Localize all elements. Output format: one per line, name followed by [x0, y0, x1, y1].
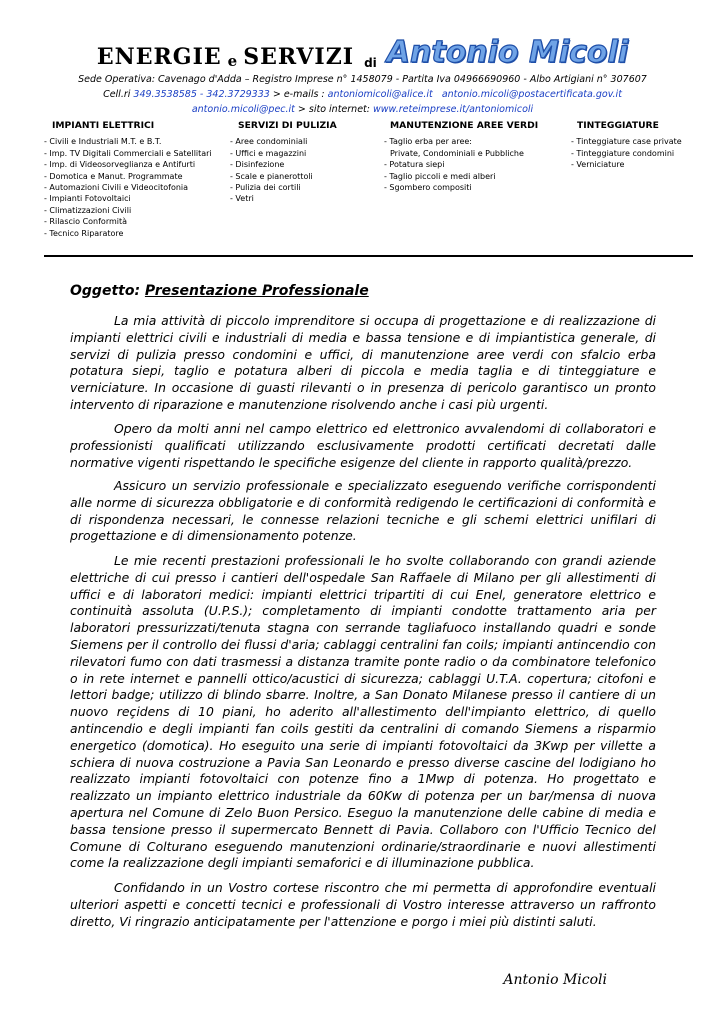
signature: Antonio Micoli	[503, 972, 607, 988]
cell-numbers[interactable]: 349.3538585 - 342.3729333	[133, 89, 270, 100]
service-item: - Aree condominiali	[230, 137, 308, 147]
service-item: - Imp. di Videosorveglianza e Antifurti	[44, 160, 196, 170]
service-item: - Climatizzazioni Civili	[44, 205, 132, 215]
service-item: - Domotica e Manut. Programmate	[44, 171, 183, 181]
service-item: - Imp. TV Digitali Commerciali e Satellitari	[44, 148, 212, 158]
title-energie: ENERGIE	[96, 44, 222, 70]
letterhead	[0, 30, 725, 117]
service-item: - Taglio piccoli e medi alberi	[384, 171, 496, 181]
company-registration: Sede Operativa: Cavenago d'Adda – Registro Imprese n° 1458079 - Partita Iva 04966690960 - Albo Artigiani n° 307607	[78, 74, 647, 85]
service-item: - Civili e Industriali M.T. e B.T.	[44, 137, 162, 147]
service-item: - Impianti Fotovoltaici	[44, 194, 131, 204]
service-item: - Taglio erba per aree:	[384, 137, 472, 147]
service-item: - Uffici e magazzini	[230, 148, 307, 158]
paragraph-5: Confidando in un Vostro cortese riscontro che mi permetta di approfondire eventuali ulteriori aspetti e concetti tecnici e professionali di Vostro interesse attraverso un raffronto diretto, Vi ringrazio anticipatamente per l'attenzione e porgo i miei più distinti saluti.	[70, 880, 656, 929]
emails-label: > e-mails :	[269, 89, 325, 100]
website-link[interactable]: www.reteimprese.it/antoniomicoli	[373, 104, 534, 115]
service-item: - Sgombero compositi	[384, 183, 472, 193]
paragraph-3: Assicuro un servizio professionale e specializzato eseguendo verifiche corrispondenti alle norme di sicurezza obbligatorie e di conformità redigendo le certificazioni di conformità e di rispondenza necessari, le connesse relazioni tecniche e gli schemi elettrici unifilari di progettazione e di dimensionamento potenze.	[70, 478, 656, 544]
services-section	[0, 120, 725, 256]
title-servizi: SERVIZI	[243, 44, 355, 70]
email-link-alice[interactable]: antoniomicoli@alice.it	[327, 89, 433, 100]
paragraph-4: Le mie recenti prestazioni professionali le ho svolte collaborando con grandi aziende elettriche di cui presso i cantieri dell'ospedale San Raffaele di Milano per gli allestimenti di uffici e di laboratori medici: impianti elettrici tripartiti di cui Enel, generatore elettrico e continuità assoluta (U.P.S.); completamento di impianti condotte trattamento aria per laboratori pressurizzati/tenuta stagna con serrande tagliafuoco installando quadri e sonde Siemens per il controllo dei flussi d'aria; cablaggi centralini fan coils; impianti antincendio con rilevatori fumo con dati trasmessi a distanza tramite ponte radio o da combinatore telefonico o in rete internet e pannelli ottico/acustici di sicurezza; cablaggi U.T.A. copertura; citofoni e lettori badge; utilizzo di blindo sbarre. Inoltre, a San Donato Milanese presso il cantiere di un nuovo reçidens di 10 piani, ho aderito all'allestimento dell'impianto elettrico, di quello antincendio e degli impianti fan coils gestiti da centralini di comando Siemens a risparmio energetico (domotica). Ho eseguito una serie di impianti fotovoltaici da 3Kwp per villette a schiera di nuova costruzione a Pavia San Leonardo e presso diverse cascine del lodigiano ho realizzato impianti fotovoltaici con potenze fino a 1Mwp di potenza. Ho progettato e realizzato un impianto elettrico industriale da 60Kw di potenza per un bar/mensa di nuova apertura nel Comune di Zelo Buon Persico. Eseguo la manutenzione delle cabine di media e bassa tensione presso il supermercato Bennett di Pavia. Collaboro con l'Ufficio Tecnico del Comune di Colturano eseguendo manutenzioni ordinarie/straordinarie e nuovi allestimenti come la realizzazione degli impianti semaforici e di illuminazione pubblica.	[70, 553, 656, 871]
contact-line	[0, 87, 725, 102]
service-item: - Verniciature	[571, 160, 625, 170]
header-divider	[44, 255, 693, 257]
service-item: - Tecnico Riparatore	[44, 228, 124, 238]
service-column-tinteggiature	[571, 120, 682, 171]
service-column-aree-verdi	[384, 120, 538, 193]
service-heading: MANUTENZIONE AREE VERDI	[390, 120, 539, 131]
letterhead-title	[0, 30, 725, 70]
service-item: - Tinteggiature case private	[571, 137, 682, 147]
service-item: - Rilascio Conformità	[44, 217, 128, 227]
web-line	[0, 102, 725, 117]
site-label: > sito internet:	[294, 104, 370, 115]
service-item: - Vetri	[230, 194, 254, 204]
service-item: Private, Condominiali e Pubbliche	[390, 148, 524, 158]
paragraph-1: La mia attività di piccolo imprenditore si occupa di progettazione e di realizzazione di impianti elettrici civili e industriali di media e bassa tensione e di impiantistica generale, di servizi di pulizia presso condomini e uffici, di manutenzione aree verdi con sfalcio erba potatura siepi, taglio e potatura alberi di piccola e media taglia e di tinteggiature e verniciature. In occasione di guasti rilevanti o in presenza di pericolo garantisco un pronto intervento di riparazione e manutenzione risolvendo anche i casi più urgenti.	[70, 313, 656, 412]
service-heading: IMPIANTI ELETTRICI	[52, 120, 155, 131]
subject-label: Oggetto:	[70, 283, 141, 299]
title-conjunction: e	[227, 52, 238, 70]
email-link-postacertificata[interactable]: antonio.micoli@postacertificata.gov.it	[441, 89, 622, 100]
brand-logo-text: Antonio Micoli	[386, 35, 629, 70]
service-item: - Potatura siepi	[384, 160, 445, 170]
cell-label: Cell.ri	[103, 89, 131, 100]
paragraph-2: Opero da molti anni nel campo elettrico ed elettronico avvalendomi di collaboratori e professionisti qualificati utilizzando esclusivamente prodotti certificati decretati dalle normative vigenti rispettando le specifiche esigenze del cliente in rapporto qualità/prezzo.	[70, 421, 656, 470]
email-link-pec[interactable]: antonio.micoli@pec.it	[191, 104, 295, 115]
service-heading: TINTEGGIATURE	[577, 120, 659, 131]
service-item: - Scale e pianerottoli	[230, 171, 313, 181]
service-item: - Tinteggiature condomini	[571, 148, 675, 158]
service-column-impianti	[44, 120, 212, 239]
subject-text: Presentazione Professionale	[144, 283, 369, 299]
service-heading: SERVIZI DI PULIZIA	[238, 120, 337, 131]
service-item: - Automazioni Civili e Videocitofonia	[44, 183, 189, 193]
service-item: - Disinfezione	[230, 160, 285, 170]
service-column-pulizia	[230, 120, 337, 205]
subject-line	[70, 283, 656, 299]
service-item: - Pulizia dei cortili	[230, 183, 301, 193]
title-di: di	[364, 56, 377, 70]
